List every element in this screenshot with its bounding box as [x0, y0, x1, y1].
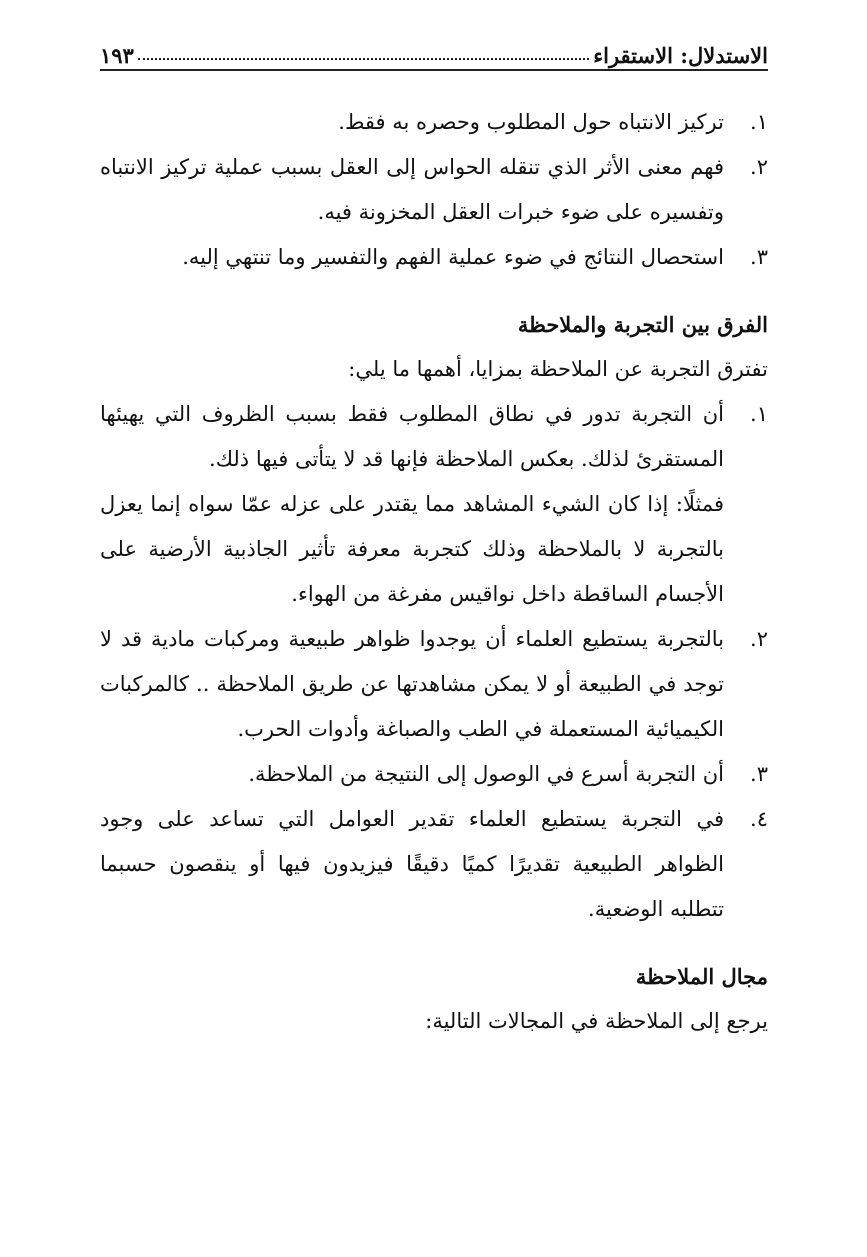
page-number: ١٩٣ [100, 43, 134, 68]
list-item [100, 797, 768, 932]
list-item-text: أن التجربة أسرع في الوصول إلى النتيجة من الملاحظة. [248, 762, 724, 786]
book-page [100, 0, 768, 1257]
list-item-text: بالتجربة يستطيع العلماء أن يوجدوا ظواهر طبيعية ومركبات مادية قد لا توجد في الطبيعة أو لا يمكن مشاهدتها عن طريق الملاحظة .. كالمركبات الكيميائية المستعملة في الطب والصباغة وأدوات الحرب. [100, 627, 724, 741]
list-item-text: تركيز الانتباه حول المطلوب وحصره به فقط. [338, 110, 724, 134]
list-item [100, 392, 768, 482]
list-item [100, 617, 768, 752]
example-paragraph: فمثلًا: إذا كان الشيء المشاهد مما يقتدر على عزله عمّا سواه إنما يعزل بالتجربة لا بالملاحظة وذلك كتجربة معرفة تأثير الجاذبية الأرضية على الأجسام الساقطة داخل نواقيس مفرغة من الهواء. [100, 492, 724, 606]
page-body [100, 100, 768, 1044]
list-item [100, 752, 768, 797]
section-heading: مجال الملاحظة [635, 964, 768, 989]
list-item-number: ٢. [750, 155, 768, 179]
list-item-number: ٤. [750, 807, 768, 831]
list-differences [100, 392, 768, 932]
header-dot-leader [138, 57, 589, 60]
running-header [100, 30, 768, 66]
list-item [100, 100, 768, 145]
list-item-number: ١. [750, 402, 768, 426]
list-item-text: استحصال النتائج في ضوء عملية الفهم والتفسير وما تنتهي إليه. [182, 245, 724, 269]
header-rule [100, 69, 768, 71]
list-item-text: فهم معنى الأثر الذي تنقله الحواس إلى العقل بسبب عملية تركيز الانتباه وتفسيره على ضوء خبرات العقل المخزونة فيه. [100, 155, 724, 224]
section-intro: تفترق التجربة عن الملاحظة بمزايا، أهمها ما يلي: [348, 357, 768, 381]
list-steps [100, 100, 768, 280]
list-item-text: أن التجربة تدور في نطاق المطلوب فقط بسبب الظروف التي يهيئها المستقرئ لذلك. بعكس الملاحظة فإنها قد لا يتأتى فيها ذلك. [100, 402, 724, 471]
list-item [100, 235, 768, 280]
list-item [100, 145, 768, 235]
list-item-number: ٣. [750, 245, 768, 269]
header-title: الاستدلال: الاستقراء [593, 43, 768, 68]
list-item-number: ٣. [750, 762, 768, 786]
list-item-number: ٢. [750, 627, 768, 651]
section-heading: الفرق بين التجربة والملاحظة [517, 312, 768, 337]
section-intro: يرجع إلى الملاحظة في المجالات التالية: [425, 1009, 768, 1033]
list-item-number: ١. [750, 110, 768, 134]
list-item-text: في التجربة يستطيع العلماء تقدير العوامل التي تساعد على وجود الظواهر الطبيعية تقديرًا كميًا دقيقًا فيزيدون فيها أو ينقصون حسبما تتطلبه الوضعية. [100, 807, 724, 921]
